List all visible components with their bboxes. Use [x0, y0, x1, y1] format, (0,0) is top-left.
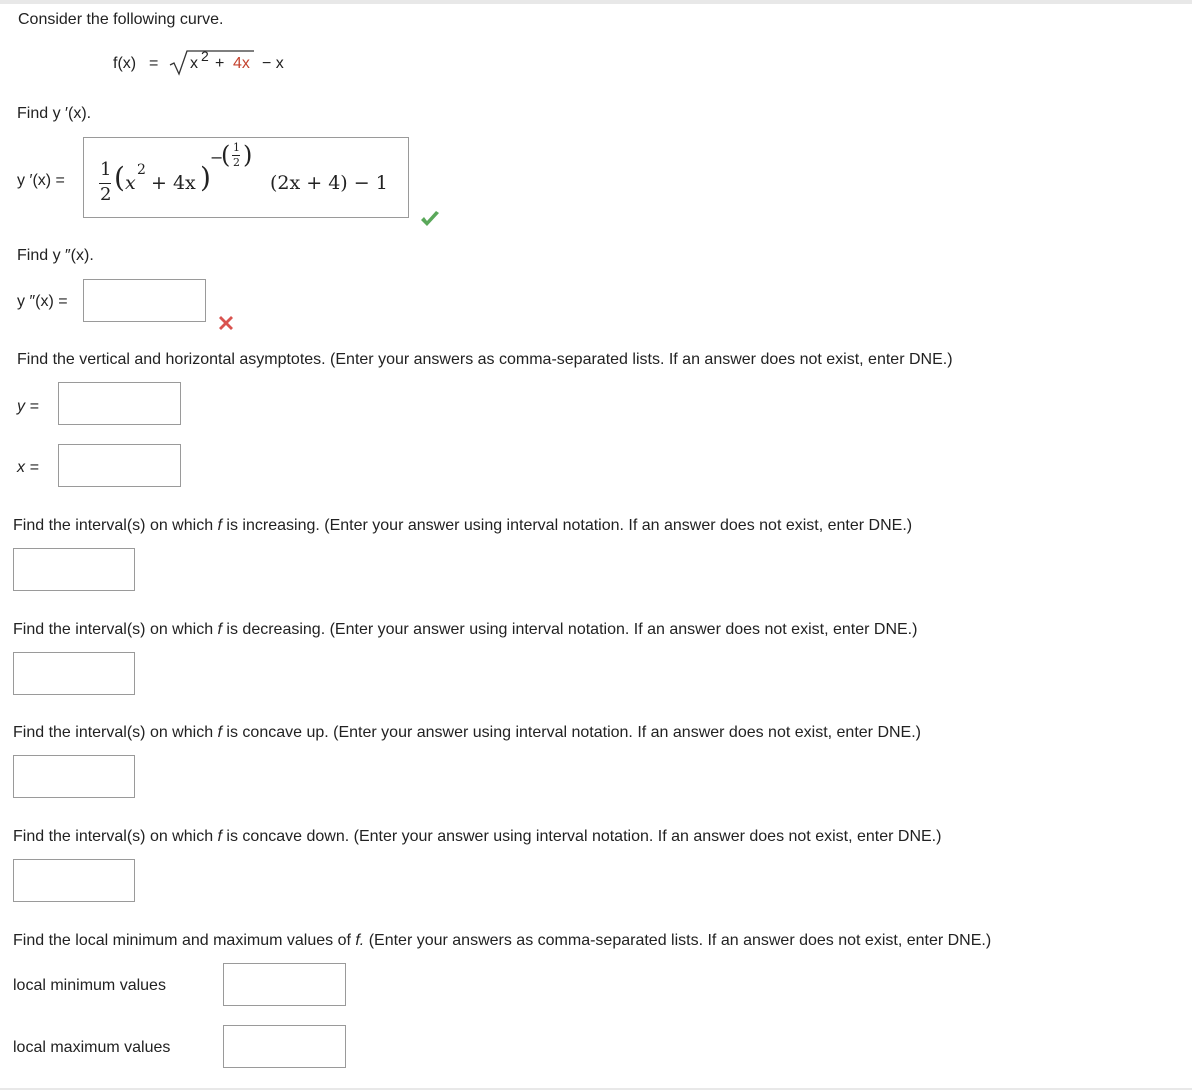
derivative-answer-field[interactable] — [83, 137, 409, 218]
exponent-open-paren: ( — [221, 141, 231, 169]
function-equals: = — [149, 55, 159, 72]
exponent-close-paren: ) — [243, 141, 253, 169]
factor-term: (2x + 4) − 1 — [270, 172, 388, 194]
base-plus-4x: + 4x — [151, 172, 196, 194]
q8-prompt-end: (Enter your answers as comma-separated lists. If an answer does not exist, enter DNE.) — [364, 932, 992, 949]
vertical-asymptote-input[interactable] — [58, 444, 181, 487]
close-paren: ) — [200, 161, 211, 194]
q1-prompt: Find y ′(x). — [17, 105, 92, 122]
function-lhs: f(x) — [113, 55, 137, 72]
second-derivative-input[interactable] — [83, 279, 206, 322]
q5-prompt-start: Find the interval(s) on which — [13, 621, 218, 638]
exponent-denominator: 2 — [233, 156, 240, 169]
derivative-answer-expression — [84, 138, 408, 217]
exponent-numerator: 1 — [233, 141, 240, 154]
top-border — [0, 0, 1192, 4]
q4-prompt-start: Find the interval(s) on which — [13, 517, 218, 534]
local-max-input[interactable] — [223, 1025, 346, 1068]
x-asymptote-label: x = — [17, 459, 39, 476]
q5-prompt-end: is decreasing. (Enter your answer using interval notation. If an answer does not exist, enter DNE.) — [221, 621, 918, 638]
local-min-label: local minimum values — [13, 977, 166, 994]
local-min-input[interactable] — [223, 963, 346, 1006]
base-x: x — [125, 172, 136, 194]
q2-label: y ″(x) = — [17, 293, 68, 310]
radicand-plus: + — [215, 55, 225, 72]
q8-f: f. — [355, 932, 365, 949]
frac-denominator: 2 — [100, 184, 112, 205]
radicand-exponent: 2 — [201, 48, 209, 64]
q6-prompt — [13, 724, 921, 742]
q8-prompt-start: Find the local minimum and maximum values of — [13, 932, 356, 949]
q2-prompt: Find y ″(x). — [17, 247, 94, 264]
q6-f: f — [217, 724, 222, 741]
q5-prompt — [13, 621, 917, 639]
q4-prompt-end: is increasing. (Enter your answer using interval notation. If an answer does not exist, enter DNE.) — [221, 517, 913, 534]
exponent-minus: − — [210, 148, 224, 167]
radicand-x: x — [190, 55, 198, 72]
increasing-interval-input[interactable] — [13, 548, 135, 591]
decreasing-interval-input[interactable] — [13, 652, 135, 695]
q6-prompt-end: is concave up. (Enter your answer using interval notation. If an answer does not exist, enter DNE.) — [221, 724, 921, 741]
concave-up-interval-input[interactable] — [13, 755, 135, 798]
local-max-label: local maximum values — [13, 1039, 171, 1056]
open-paren: ( — [114, 161, 125, 194]
base-exponent: 2 — [137, 162, 146, 178]
check-icon — [419, 208, 441, 230]
concave-down-interval-input[interactable] — [13, 859, 135, 902]
q6-prompt-start: Find the interval(s) on which — [13, 724, 218, 741]
y-asymptote-label: y = — [17, 398, 39, 415]
q8-prompt — [13, 932, 991, 950]
q7-prompt — [13, 828, 941, 846]
q3-prompt: Find the vertical and horizontal asymptotes. (Enter your answers as comma-separated lists. If an answer does not exist, enter DNE.) — [17, 351, 953, 368]
q7-f: f — [217, 828, 222, 845]
function-tail: − x — [262, 55, 284, 72]
frac-numerator: 1 — [100, 159, 112, 180]
q4-f: f — [217, 517, 222, 534]
q7-prompt-end: is concave down. (Enter your answer using interval notation. If an answer does not exist, enter DNE.) — [221, 828, 942, 845]
q5-f: f — [217, 621, 222, 638]
intro-text: Consider the following curve. — [18, 11, 224, 28]
x-mark-icon — [216, 313, 236, 333]
radicand-term: 4x — [233, 55, 250, 72]
q7-prompt-start: Find the interval(s) on which — [13, 828, 218, 845]
q1-label: y ′(x) = — [17, 172, 65, 189]
q4-prompt — [13, 517, 912, 535]
horizontal-asymptote-input[interactable] — [58, 382, 181, 425]
